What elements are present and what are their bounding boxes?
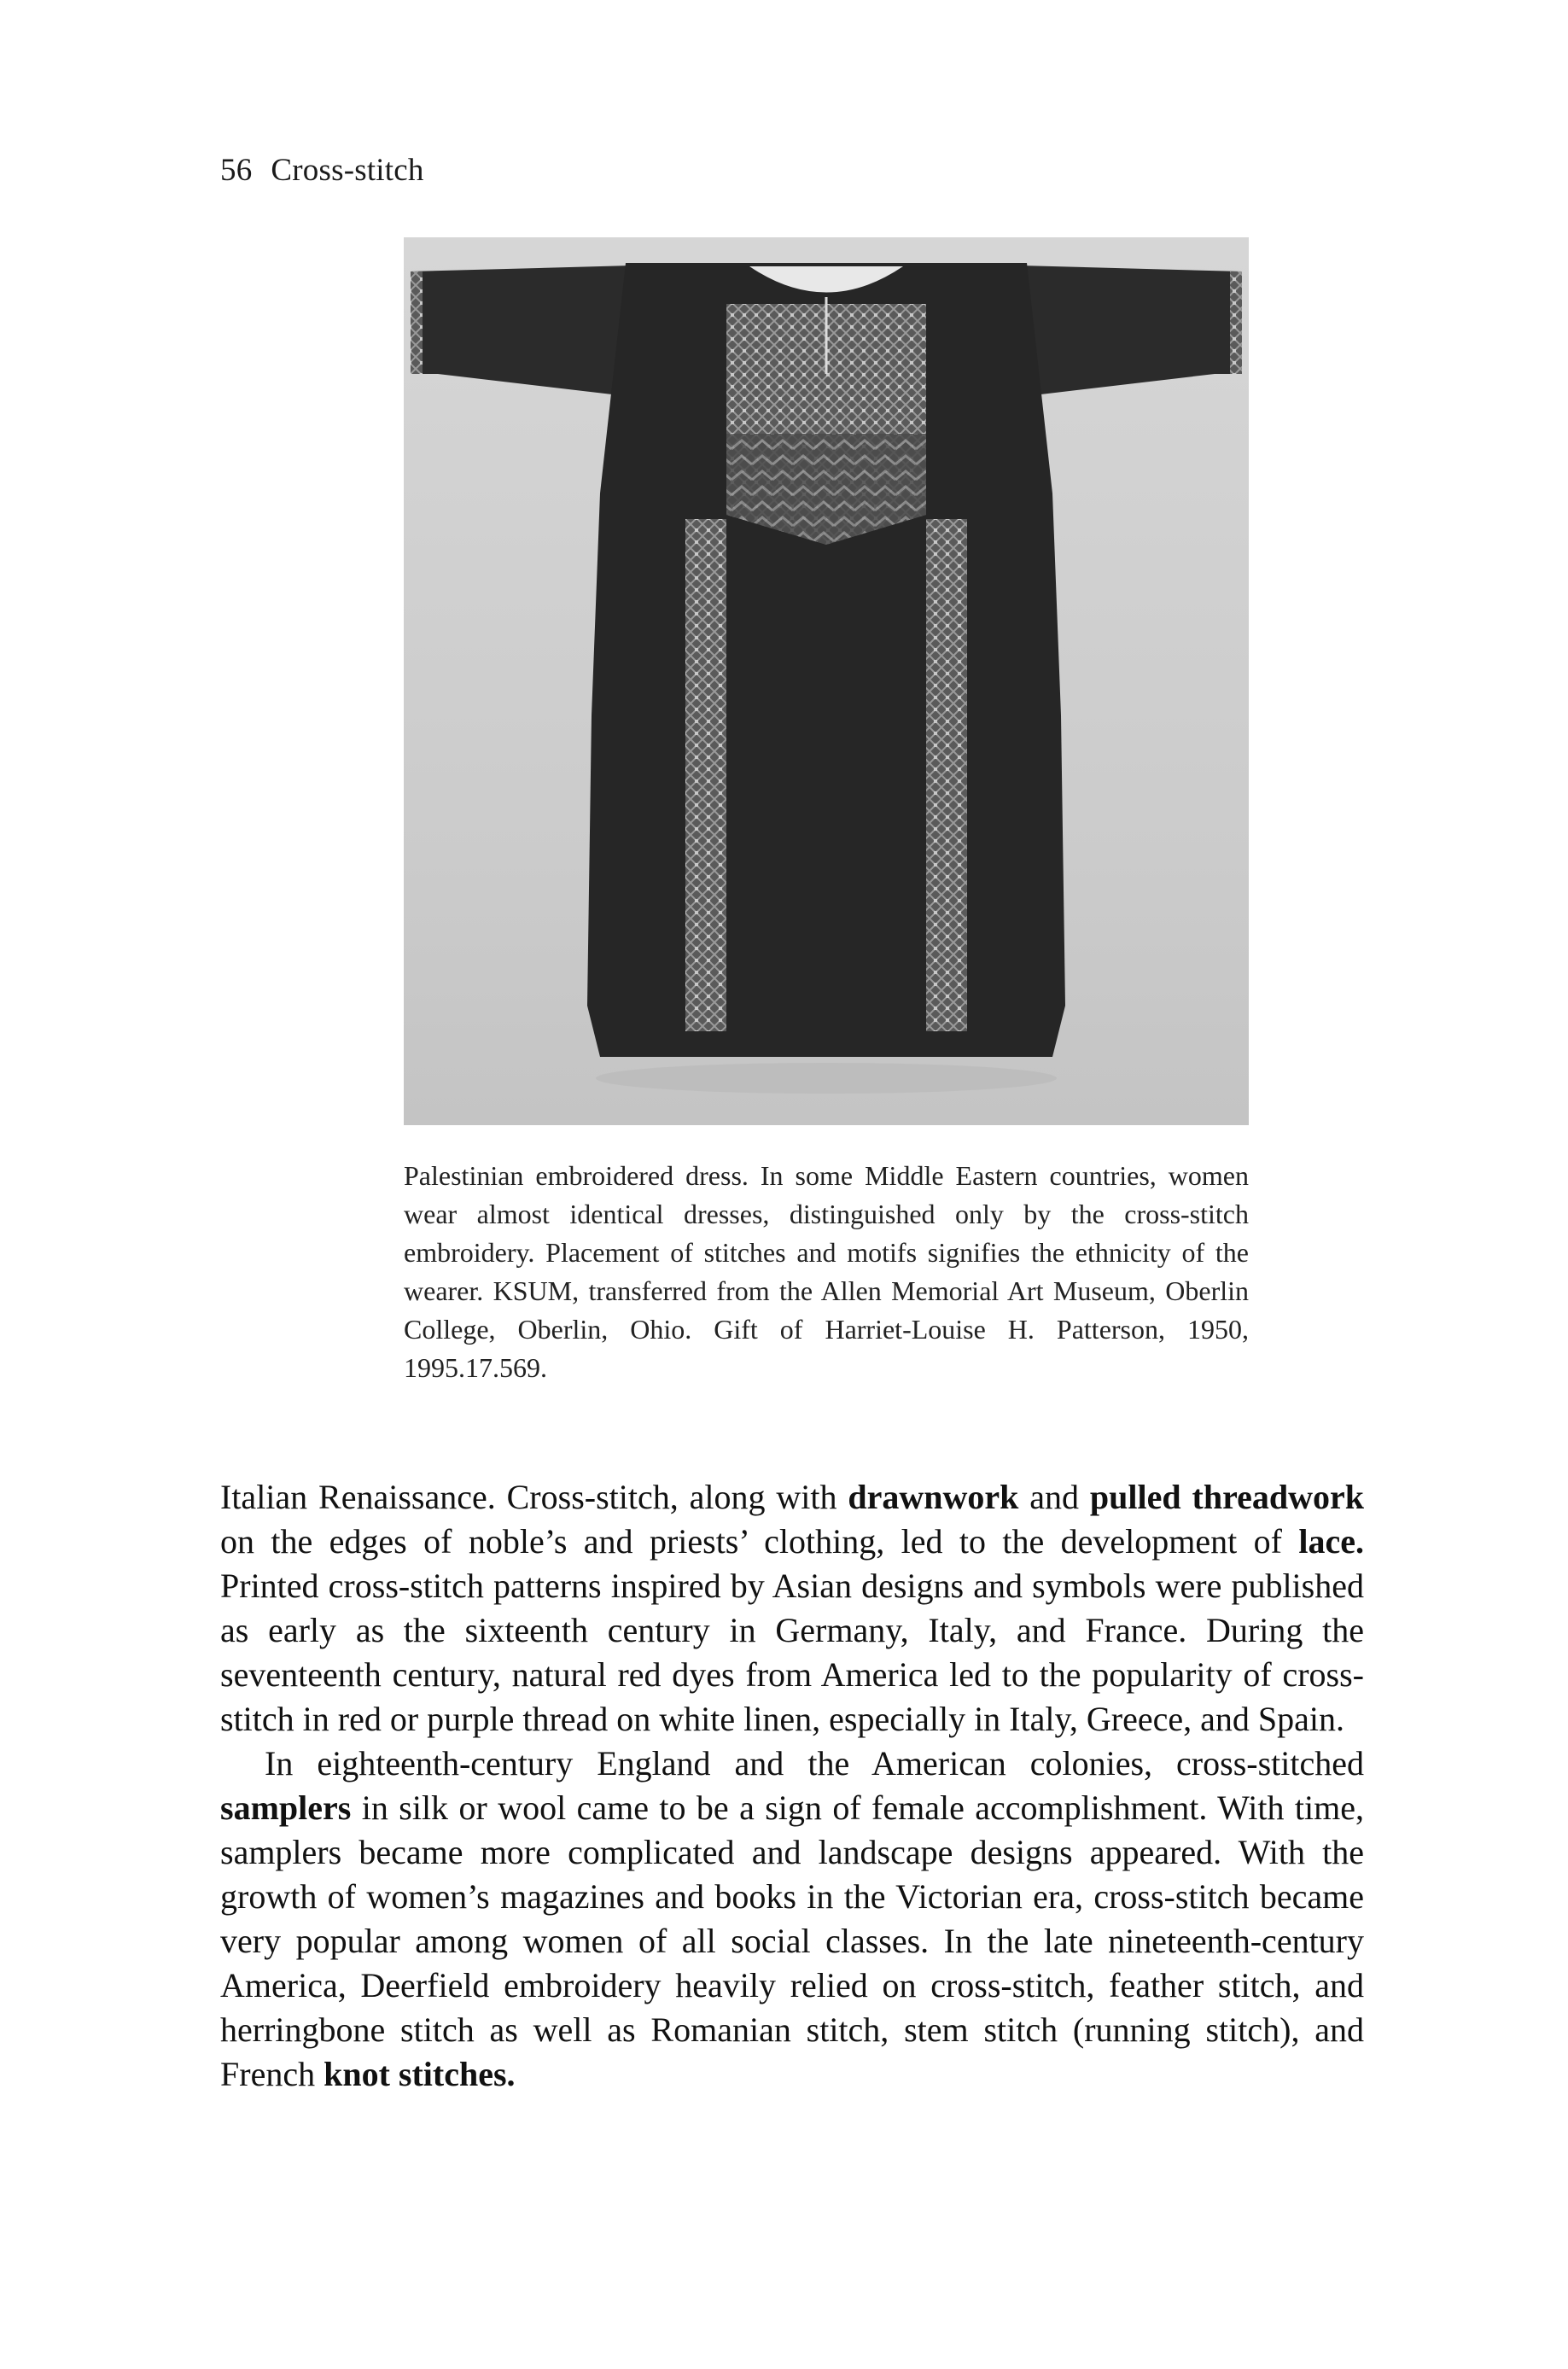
page-number: 56: [220, 153, 253, 188]
term-knot-stitches: knot stitches.: [324, 2055, 516, 2093]
term-drawnwork: drawnwork: [848, 1478, 1019, 1516]
body-text: [220, 1475, 1364, 2097]
text-span: Printed cross-stitch patterns inspired by Asian designs and symbols were published as early as the sixteenth century in Germany, Italy, and France. During the seventeenth century, natural red dyes from America led to the popularity of cross-stitch in red or purple thread on white linen, especially in Italy, Greece, and Spain.: [220, 1567, 1364, 1738]
term-pulled-threadwork: pulled threadwork: [1089, 1478, 1364, 1516]
text-span: Italian Renaissance. Cross-stitch, along with: [220, 1478, 848, 1516]
term-samplers: samplers: [220, 1788, 352, 1827]
running-head: [220, 152, 424, 189]
text-span: In eighteenth-century England and the American colonies, cross-stitched: [265, 1744, 1364, 1783]
embroidered-dress-photo: [404, 237, 1249, 1125]
text-span: on the edges of noble’s and priests’ clothing, led to the development of: [220, 1522, 1299, 1561]
text-span: and: [1018, 1478, 1090, 1516]
figure-caption: Palestinian embroidered dress. In some Middle Eastern countries, women wear almost identical dresses, distinguished only by the cross-stitch embroidery. Placement of stitches and motifs signifies the ethnicity of the wearer. KSUM, transferred from the Allen Memorial Art Museum, Oberlin College, Oberlin, Ohio. Gift of Harriet-Louise H. Patterson, 1950, 1995.17.569.: [404, 1160, 1249, 1383]
side-embroidery-panel-right: [926, 519, 967, 1031]
term-lace: lace.: [1298, 1522, 1364, 1561]
paragraph-2: [220, 1742, 1364, 2097]
section-title: Cross-stitch: [271, 153, 424, 188]
paragraph-1: [220, 1475, 1364, 1742]
side-embroidery-panel-left: [685, 519, 726, 1031]
text-span: in silk or wool came to be a sign of female accomplishment. With time, samplers became more complicated and landscape designs appeared. With the growth of women’s magazines and books in the Victorian era, cross-stitch became very popular among women of all social classes. In the late nineteenth-century America, Deerfield embroidery heavily relied on cross-stitch, feather stitch, and herringbone stitch as well as Romanian stitch, stem stitch (running stitch), and French: [220, 1788, 1364, 2093]
